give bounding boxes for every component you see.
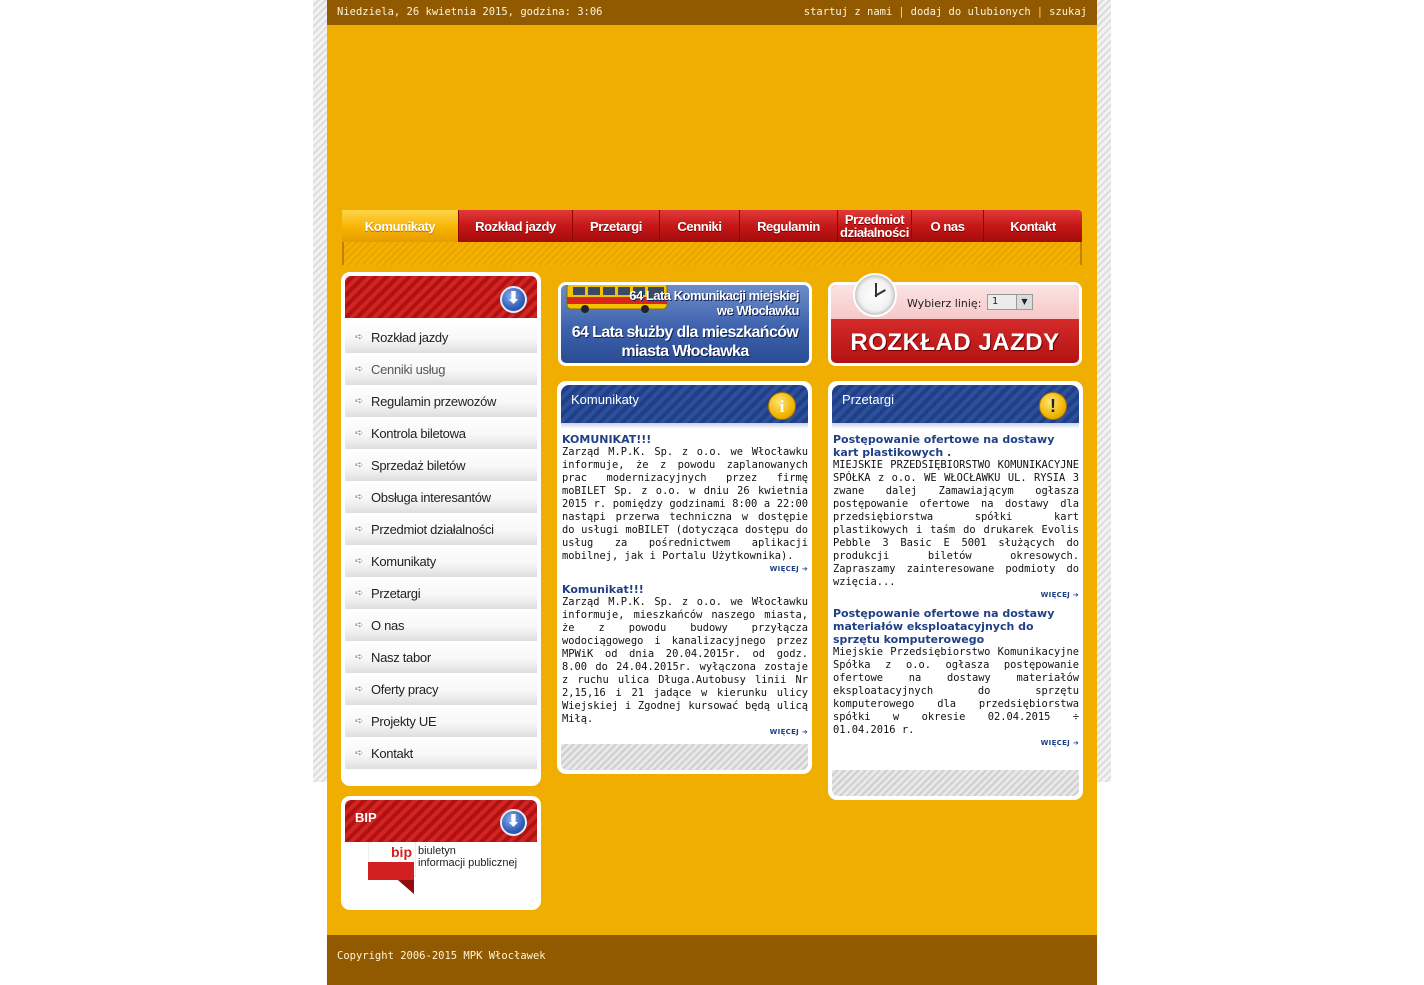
przetargi-header bbox=[832, 385, 1079, 423]
nav-regulamin[interactable]: Regulamin bbox=[740, 210, 838, 242]
timetable-box bbox=[828, 282, 1082, 366]
line-select-label: Wybierz linię: bbox=[907, 297, 982, 310]
tender-item bbox=[833, 607, 1079, 747]
arrow-right-icon: ➪ bbox=[355, 748, 364, 759]
search-link[interactable]: szukaj bbox=[1049, 6, 1087, 18]
news-item bbox=[562, 583, 808, 736]
arrow-right-icon: ➪ bbox=[355, 364, 364, 375]
sidebar-item-label: Sprzedaż biletów bbox=[371, 458, 466, 473]
bip-panel bbox=[341, 796, 541, 910]
arrow-down-icon[interactable]: ⬇ bbox=[500, 809, 527, 836]
chevron-down-icon[interactable]: ▼ bbox=[1016, 295, 1032, 309]
current-date: Niedziela, 26 kwietnia 2015, godzina: 3:06 bbox=[337, 6, 603, 18]
exclamation-icon: ! bbox=[1039, 392, 1067, 420]
komunikaty-list bbox=[557, 423, 812, 736]
arrow-right-icon: ➪ bbox=[355, 396, 364, 407]
arrow-right-icon: ➪ bbox=[355, 556, 364, 567]
nav-rozklad-jazdy[interactable]: Rozkład jazdy bbox=[459, 210, 573, 242]
footer bbox=[327, 935, 1097, 985]
bip-caption-line1: biuletyn bbox=[418, 845, 456, 857]
banner-line1: 64 Lata Komunikacji miejskiej bbox=[629, 288, 799, 303]
sidebar-item-label: Regulamin przewozów bbox=[371, 394, 497, 409]
sidebar-item-oferty-pracy[interactable] bbox=[345, 674, 537, 706]
sidebar-item-sprzedaz-biletow[interactable] bbox=[345, 450, 537, 482]
add-to-favorites-link[interactable]: dodaj do ulubionych bbox=[910, 6, 1031, 18]
more-link[interactable]: WIĘCEJ ➔ bbox=[1040, 591, 1079, 599]
more-link[interactable]: WIĘCEJ ➔ bbox=[769, 565, 808, 573]
sidebar-panel bbox=[341, 272, 541, 786]
sidebar-item-label: O nas bbox=[371, 618, 405, 633]
arrow-down-icon[interactable]: ⬇ bbox=[500, 286, 527, 313]
top-bar bbox=[327, 0, 1097, 25]
nav-kontakt[interactable]: Kontakt bbox=[1010, 218, 1056, 234]
banner-line2: we Włocławku bbox=[716, 303, 799, 318]
komunikaty-title: Komunikaty bbox=[571, 392, 639, 407]
arrow-right-icon: ➪ bbox=[355, 620, 364, 631]
left-decor-stripe bbox=[313, 0, 327, 782]
banner-line4: miasta Włocławka bbox=[621, 343, 749, 360]
komunikaty-footer bbox=[561, 744, 808, 770]
nav-o-nas[interactable]: O nas bbox=[912, 210, 984, 242]
news-item-text: Zarząd M.P.K. Sp. z o.o. we Włocławku informuje, że z powodu zaplanowanych prac modernizacyjnych przez firmę moBILET Sp. z o.o. w dniu 26 kwietnia 2015 r. pomiędzy godzinami 8:00 a 22:00 nastąpi przerwa techniczna w dostępie do usługi moBILET (dotycząca dostępu do usług za pośrednictwem aplikacji mobilnej, jak i Portalu Użytkownika). bbox=[562, 446, 808, 562]
tender-item bbox=[833, 433, 1079, 599]
tender-item-text: Miejskie Przedsiębiorstwo Komunikacyjne Spółka z o.o. ogłasza postępowanie ofertowe na dostawy materiałów eksploatacyjnych do sprzętu komputerowego dla przedsiębiorstwa spółki w okresie 02.04.2015 ÷ 01.04.2016 r. bbox=[833, 646, 1079, 736]
tender-item-title[interactable]: Postępowanie ofertowe na dostawy kart plastikowych . bbox=[833, 433, 1055, 459]
komunikaty-panel bbox=[557, 381, 812, 774]
bip-caption-line2: informacji publicznej bbox=[418, 857, 518, 869]
nav-bar bbox=[342, 210, 1082, 242]
line-select[interactable] bbox=[987, 294, 1033, 310]
sidebar-item-label: Kontakt bbox=[371, 746, 413, 761]
separator: | bbox=[1036, 6, 1044, 18]
copyright: Copyright 2006-2015 MPK Włocławek bbox=[337, 950, 546, 962]
separator: | bbox=[898, 6, 905, 18]
banner-subline bbox=[561, 323, 809, 361]
banner-headline bbox=[629, 288, 799, 318]
arrow-right-icon: ➪ bbox=[355, 428, 364, 439]
sidebar-item-obsluga-interesantow[interactable] bbox=[345, 482, 537, 514]
sidebar-item-label: Projekty UE bbox=[371, 714, 437, 729]
sidebar-header bbox=[345, 276, 537, 318]
sidebar-item-komunikaty[interactable] bbox=[345, 546, 537, 578]
bip-logo-text: bip bbox=[391, 844, 412, 860]
sidebar-item-cenniki-uslug[interactable] bbox=[345, 354, 537, 386]
timetable-title[interactable]: ROZKŁAD JAZDY bbox=[850, 329, 1060, 356]
nav-przedmiot-dzialalnosci[interactable]: Przedmiot działalności bbox=[838, 210, 912, 242]
tender-item-text: MIEJSKIE PRZEDSIĘBIORSTWO KOMUNIKACYJNE SPÓŁKA z o.o. WE WŁOCŁAWKU UL. RYSIA 3 zwane dalej Zamawiającym ogłasza postępowanie ofertowe na dostawy dla przedsiębiorstwa spółki kart plastikowych i taśm do drukarek Evolis Pebble 3 Basic E 5001 służących do produkcji biletów okresowych. Zapraszamy zainteresowane podmioty do wzięcia... bbox=[833, 459, 1079, 588]
top-links bbox=[804, 0, 1087, 25]
bip-header bbox=[345, 800, 537, 842]
sidebar-item-przedmiot-dzialalnosci[interactable] bbox=[345, 514, 537, 546]
banner-line3: 64 Lata służby dla mieszkańców bbox=[571, 324, 799, 341]
sidebar-item-label: Obsługa interesantów bbox=[371, 490, 491, 505]
przetargi-panel bbox=[828, 381, 1083, 800]
main-nav bbox=[342, 210, 1082, 265]
more-link[interactable]: WIĘCEJ ➔ bbox=[1040, 739, 1079, 747]
news-item-text: Zarząd M.P.K. Sp. z o.o. we Włocławku informuje, mieszkańców naszego miasta, że z powodu budowy przyłącza wodociągowego i kanalizacyjnego przez MPWiK od dnia 20.04.2015r. od godz. 8.00 do 24.04.2015r. wyłączona zostaje z ruchu ulica Długa.Autobusy linii Nr 2,15,16 i 21 jadące w kierunku ulicy Wiejskiej i Zgodnej kursować będą ulicą Miłą. bbox=[562, 596, 808, 725]
sidebar-item-label: Przetargi bbox=[371, 586, 421, 601]
arrow-right-icon: ➪ bbox=[355, 684, 364, 695]
info-icon: i bbox=[768, 392, 796, 420]
sidebar-item-label: Kontrola biletowa bbox=[371, 426, 466, 441]
news-item bbox=[562, 433, 808, 573]
sidebar-item-regulamin-przewozow[interactable] bbox=[345, 386, 537, 418]
sidebar-item-przetargi[interactable] bbox=[345, 578, 537, 610]
tender-item-title[interactable]: Postępowanie ofertowe na dostawy materiałów eksploatacyjnych do sprzętu komputerowego bbox=[833, 607, 1055, 646]
nav-komunikaty[interactable]: Komunikaty bbox=[342, 210, 459, 242]
sidebar-item-label: Komunikaty bbox=[371, 554, 436, 569]
nav-underbar bbox=[342, 242, 1082, 265]
sidebar-item-label: Nasz tabor bbox=[371, 650, 431, 665]
przetargi-list bbox=[828, 423, 1083, 747]
bip-title: BIP bbox=[355, 810, 377, 825]
arrow-right-icon: ➪ bbox=[355, 716, 364, 727]
arrow-right-icon: ➪ bbox=[355, 652, 364, 663]
sidebar-item-label: Rozkład jazdy bbox=[371, 330, 449, 345]
arrow-right-icon: ➪ bbox=[355, 588, 364, 599]
przetargi-footer bbox=[832, 770, 1079, 796]
arrow-right-icon: ➪ bbox=[355, 492, 364, 503]
arrow-right-icon: ➪ bbox=[355, 332, 364, 343]
sidebar-item-label: Cenniki usług bbox=[371, 362, 446, 377]
anniversary-banner[interactable] bbox=[558, 282, 812, 366]
arrow-right-icon: ➪ bbox=[355, 524, 364, 535]
sidebar-menu bbox=[341, 318, 541, 770]
nav-cenniki[interactable]: Cenniki bbox=[660, 210, 740, 242]
news-item-title[interactable]: Komunikat!!! bbox=[562, 583, 644, 596]
more-link[interactable]: WIĘCEJ ➔ bbox=[769, 728, 808, 736]
page bbox=[327, 0, 1097, 985]
right-decor-stripe bbox=[1097, 0, 1111, 782]
sidebar-item-rozklad-jazdy[interactable] bbox=[345, 322, 537, 354]
sidebar-item-label: Oferty pracy bbox=[371, 682, 439, 697]
news-item-title[interactable]: KOMUNIKAT!!! bbox=[562, 433, 652, 446]
line-select-value: 1 bbox=[992, 296, 999, 307]
komunikaty-header bbox=[561, 385, 808, 423]
sidebar-item-o-nas[interactable] bbox=[345, 610, 537, 642]
sidebar-item-label: Przedmiot działalności bbox=[371, 522, 494, 537]
bip-caption[interactable] bbox=[418, 845, 517, 869]
clock-icon bbox=[853, 273, 897, 317]
nav-przetargi[interactable]: Przetargi bbox=[573, 210, 660, 242]
start-with-us-link[interactable]: startuj z nami bbox=[803, 6, 893, 18]
sidebar-item-projekty-ue[interactable] bbox=[345, 706, 537, 738]
przetargi-title: Przetargi bbox=[842, 392, 895, 407]
sidebar-item-nasz-tabor[interactable] bbox=[345, 642, 537, 674]
sidebar-item-kontakt[interactable] bbox=[345, 738, 537, 770]
sidebar-item-kontrola-biletowa[interactable] bbox=[345, 418, 537, 450]
arrow-right-icon: ➪ bbox=[355, 460, 364, 471]
